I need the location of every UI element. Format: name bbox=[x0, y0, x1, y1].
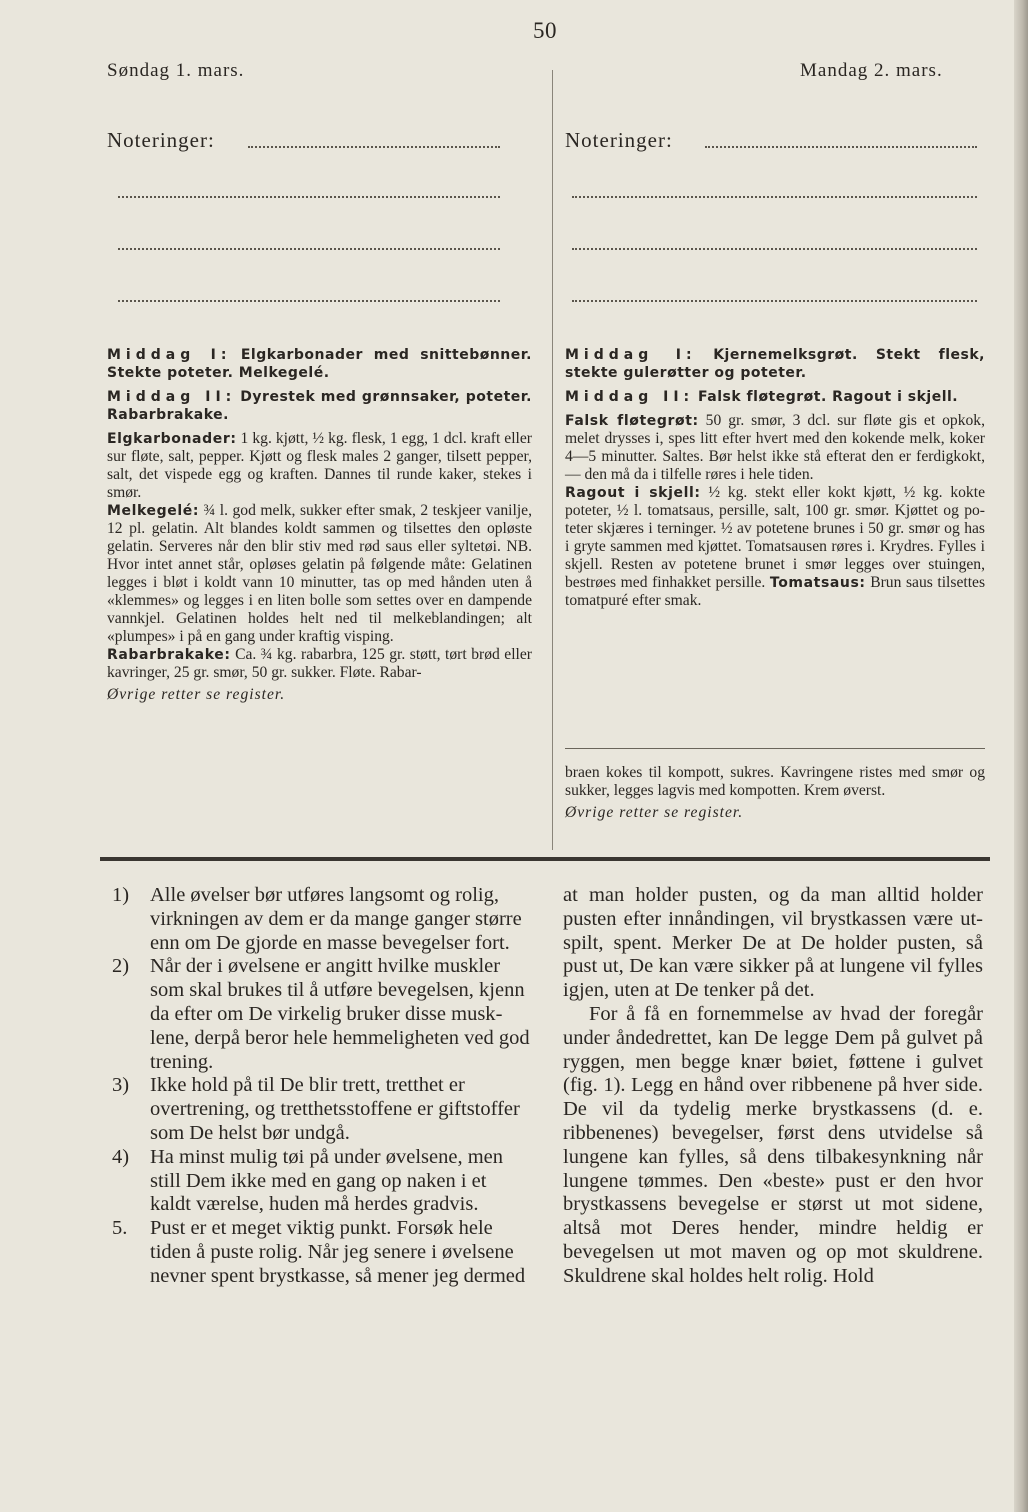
recipe-text: ½ kg. stekt eller kokt kjøtt, ½ kg. kokte poteter, ½ l. tomatsaus, persille, salt, 100 gr. smør. Kjøttet og poteter skjæres i terninger. ½ av potetene brunes i 50 gr. smør og has i gryte sammen med kjøttet. Tomatsausen røres i. Krydres. Fylles i skjell. Resten av potetene brunet i smør legges over stuingen, bestrøes med finhakket persille. bbox=[565, 484, 985, 591]
middag-2-text: Falsk fløtegrøt. Ragout i skjell. bbox=[698, 389, 959, 405]
notes-line bbox=[118, 196, 500, 198]
item-text: Ha minst mulig tøi på under øvelsene, men still Dem ikke med en gang op naken i et kaldt værelse, huden må herdes gradvis. bbox=[150, 1145, 503, 1216]
notes-line bbox=[118, 248, 500, 250]
recipe-title: Falsk fløtegrøt: bbox=[565, 413, 699, 429]
left-register-note: Øvrige retter se register. bbox=[107, 686, 286, 703]
item-number: 2) bbox=[112, 955, 130, 978]
recipe-melkegele bbox=[107, 502, 532, 646]
exercise-item bbox=[112, 955, 530, 1074]
exercise-item bbox=[112, 1217, 530, 1288]
continued-text: braen kokes til kompott, sukres. Kavringene ristes med smør og sukker, legges lagvis med kompotten. Krem øverst. bbox=[565, 764, 985, 799]
left-menu bbox=[107, 346, 532, 704]
item-text: Når der i øvelsene er angitt hvilke muskler som skal brukes til å utføre bevegelsen, kjenn da efter om De virkelig bruker disse musklene, derpå beror hele hemmeligheten ved god trening. bbox=[150, 955, 530, 1073]
middag-1-label: Middag I: bbox=[565, 347, 697, 363]
recipe-title: Melkegelé: bbox=[107, 503, 200, 519]
recipe-separator bbox=[565, 748, 985, 749]
recipe-title: Ragout i skjell: bbox=[565, 485, 701, 501]
section-rule bbox=[100, 857, 990, 861]
recipe-text: Ca. ¾ kg. rabarbra, 125 gr. støtt, tørt brød eller kavringer, 25 gr. smør, 50 gr. sukker. Fløte. Rabar- bbox=[107, 646, 532, 681]
right-middag-1 bbox=[565, 346, 985, 382]
item-text: Alle øvelser bør utføres langsomt og rolig, virkningen av dem er da mange ganger større enn om De gjorde en masse bevegelser fort. bbox=[150, 884, 522, 954]
exercise-item bbox=[112, 1074, 530, 1145]
recipe-falsk-flotegrot bbox=[565, 412, 985, 484]
middag-1-label: Middag I: bbox=[107, 347, 232, 363]
exercise-item bbox=[112, 884, 530, 955]
recipe-ragout-i-skjell bbox=[565, 484, 985, 610]
right-register-note: Øvrige retter se register. bbox=[565, 804, 744, 821]
continued-recipe bbox=[565, 764, 985, 822]
item-number: 3) bbox=[112, 1074, 130, 1097]
left-middag-2 bbox=[107, 388, 532, 424]
exercise-paragraph: at man holder pusten, og da man alltid holder pusten efter innåndingen, vil brystkassen være utspilt, spent. Merker De at De holder pusten, så pust ut, De kan være sikker på at lungene vil fylles igjen, uten at De tenker på det. bbox=[563, 884, 983, 1002]
notes-line bbox=[705, 146, 977, 148]
notes-line bbox=[118, 300, 500, 302]
item-number: 5. bbox=[112, 1217, 128, 1240]
left-middag-1 bbox=[107, 346, 532, 382]
notes-line bbox=[248, 146, 500, 148]
item-text: Ikke hold på til De blir trett, tretthet er overtrening, og tretthetsstoffene er giftstoffer som De helst bør undgå. bbox=[150, 1074, 520, 1144]
notes-line bbox=[572, 196, 977, 198]
right-middag-2 bbox=[565, 388, 985, 406]
left-day-date: Søndag 1. mars. bbox=[107, 60, 245, 81]
middag-2-label: Middag II: bbox=[107, 389, 237, 405]
right-day-date: Mandag 2. mars. bbox=[800, 60, 943, 81]
item-text: Pust er et meget viktig punkt. Forsøk hele tiden å puste rolig. Når jeg senere i øvelsene nevner spent brystkasse, så mener jeg dermed bbox=[150, 1217, 526, 1287]
recipe-rabarbrakake bbox=[107, 646, 532, 682]
exercise-item bbox=[112, 1146, 530, 1217]
recipe-text: ¾ l. god melk, sukker efter smak, 2 teskjeer vanilje, 12 pl. gelatin. Alt blandes koldt sammen og tilsettes den opløste gelatin. Serveres når den blir stiv med rød saus eller syltetøi. NB. Hvor intet annet står, opløses gelatin på følgende måte: Gelatinen legges i bløt i koldt vann 10 minutter, tas op med hånden uten å «klemmes» og legges i en liten bolle som settes over en dampende vannkjel. Gelatinen holdes helt ned til melkeblandingen; alt «plumpes» i på en gang under kraftig visping. bbox=[107, 502, 532, 645]
recipe-title: Rabarbrakake: bbox=[107, 647, 231, 663]
item-number: 1) bbox=[112, 884, 130, 906]
column-divider bbox=[552, 70, 553, 850]
recipe-text: 1 kg. kjøtt, ½ kg. flesk, 1 egg, 1 dcl. kraft eller sur fløte, salt, pepper. Kjøtt og flesk males 2 ganger, tilsett pepper, salt, det vispede egg og kraften. Dannes til runde kaker, stekes i smør. bbox=[107, 430, 532, 501]
notes-line bbox=[572, 248, 977, 250]
recipe-text: Brun saus tilsettes tomatpuré efter smak. bbox=[565, 574, 986, 609]
middag-2-label: Middag II: bbox=[565, 389, 695, 405]
page-number: 50 bbox=[533, 18, 557, 43]
right-notes-label: Noteringer: bbox=[565, 128, 673, 152]
recipe-title: Elgkarbonader: bbox=[107, 431, 237, 447]
notes-line bbox=[572, 300, 977, 302]
left-notes-label: Noteringer: bbox=[107, 128, 215, 152]
page-edge bbox=[1014, 0, 1028, 1512]
exercise-text bbox=[563, 884, 983, 1289]
recipe-title: Tomatsaus: bbox=[769, 575, 866, 591]
recipe-elgkarbonader bbox=[107, 430, 532, 502]
right-menu bbox=[565, 346, 985, 610]
recipe-text: 50 gr. smør, 3 dcl. sur fløte gis et opkok, melet drysses i, spes litt efter hvert med den kokende melk, koker 4—5 minutter. Saltes. Bør helst ikke stå efterat den er ferdigkokt, — den må da i tilfelle røres i hele tiden. bbox=[565, 412, 985, 483]
middag-1-text: Kjernemelksgrøt. Stekt flesk, stekte gulerøtter og poteter. bbox=[565, 347, 985, 381]
middag-2-text: Dyrestek med grønnsaker, poteter. Rabarbrakake. bbox=[107, 389, 532, 423]
item-number: 4) bbox=[112, 1145, 130, 1168]
exercise-paragraph: For å få en fornemmelse av hvad der foregår under åndedrettet, kan De legge Dem på gulvet på ryggen, men begge knær bøiet, føttene i gulvet (fig. 1). Legg en hånd over ribbenene på hver side. De vil da tydelig merke brystkassens (d. e. ribbenenes) bevegelser, først dens utvidelse så lungene kan fylles, så dens tilbakesynkning når lungene tømmes. Den «beste» pust er den hvor brystkassens bevegelse er størst ut mot sidene, altså mot Deres hender, mindre heldig er bevegelsen ut mot maven og op mot skuldrene. Skuldrene skal holdes helt rolig. Hold bbox=[563, 1002, 983, 1287]
exercise-list bbox=[112, 884, 530, 1289]
middag-1-text: Elgkarbonader med snittebønner. Stekte poteter. Melkegelé. bbox=[107, 347, 532, 381]
